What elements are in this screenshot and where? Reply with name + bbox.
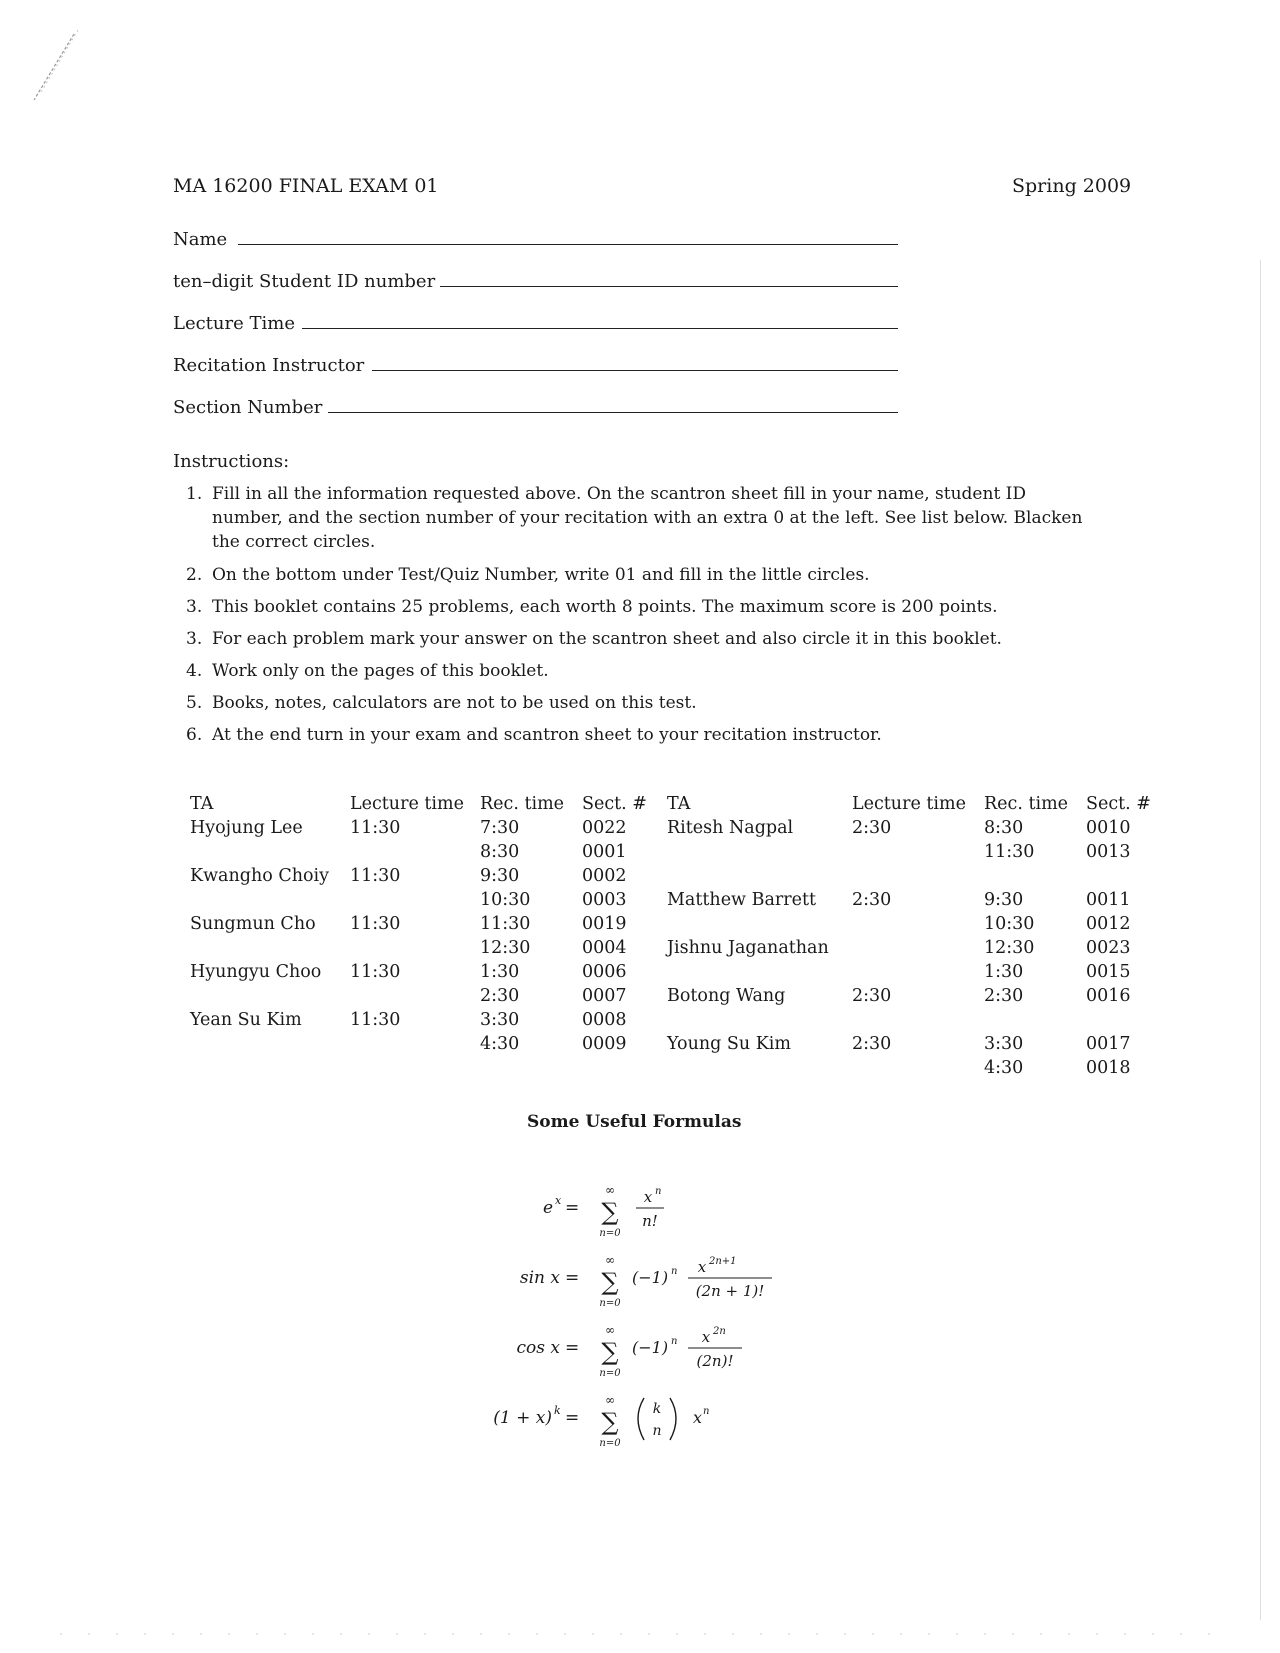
table-cell: 2:30 [480, 986, 520, 1006]
instructions-title: Instructions: [173, 451, 290, 472]
header-cell: Rec. time [984, 794, 1069, 814]
recitation-instructor-field[interactable] [372, 370, 898, 371]
table-cell [350, 1058, 480, 1082]
fraction-numerator-sup: 2n+1 [709, 1256, 737, 1267]
name-label: Name [173, 229, 228, 250]
fraction-denominator: (2n + 1)! [695, 1282, 765, 1300]
table-cell: 0009 [582, 1034, 627, 1054]
formula-sin [520, 1253, 772, 1309]
formula-sign: = [565, 1198, 580, 1218]
table-cell: 2:30 [984, 986, 1024, 1006]
table-cell: Jishnu Jaganathan [667, 938, 829, 958]
formula-binomial [493, 1393, 709, 1449]
table-cell: Kwangho Choiy [190, 866, 330, 886]
table-cell [190, 890, 350, 914]
table-cell [667, 962, 852, 986]
table-cell [1086, 1010, 1166, 1034]
sum-sign: ∑ [601, 1408, 619, 1436]
ta-table-header [190, 794, 1166, 818]
table-cell [852, 842, 984, 866]
table-cell: 2:30 [852, 890, 892, 910]
table-cell [667, 914, 852, 938]
table-cell [190, 1034, 350, 1058]
binomial-top: k [652, 1401, 662, 1417]
formula-sign: = [565, 1338, 580, 1358]
table-cell [582, 1058, 667, 1082]
table-cell [852, 1010, 984, 1034]
sum-sign: ∑ [601, 1198, 619, 1226]
table-cell [852, 962, 984, 986]
table-row [190, 962, 1166, 986]
table-cell [350, 938, 480, 962]
table-cell: Yean Su Kim [190, 1010, 302, 1030]
formula-lhs: cos x [516, 1338, 560, 1358]
binomial-left-paren [638, 1398, 644, 1440]
sum-bottom: n=0 [599, 1368, 621, 1379]
formula-exp [543, 1183, 664, 1239]
lecture-time-label: Lecture Time [173, 313, 295, 334]
section-number-label: Section Number [173, 397, 323, 418]
formula-sign: = [565, 1268, 580, 1288]
table-cell: 12:30 [984, 938, 1035, 958]
table-cell [350, 842, 480, 866]
table-cell: 0022 [582, 818, 627, 838]
fraction-numerator-sup: 2n [713, 1326, 726, 1337]
table-cell [852, 1058, 984, 1082]
table-cell: 3:30 [984, 1034, 1024, 1054]
table-cell: 2:30 [852, 986, 892, 1006]
table-cell [667, 842, 852, 866]
table-cell: 1:30 [984, 962, 1024, 982]
table-cell: 0015 [1086, 962, 1131, 982]
header-cell: Rec. time [480, 794, 565, 814]
scan-edge [1260, 260, 1261, 1620]
table-cell: 0023 [1086, 938, 1131, 958]
header-cell: TA [190, 794, 214, 814]
table-cell: 10:30 [480, 890, 531, 910]
scan-noise [60, 1628, 1220, 1640]
table-cell [852, 938, 984, 962]
sign-factor-sup: n [671, 1266, 678, 1277]
table-cell [984, 1010, 1086, 1034]
table-row [190, 1034, 1166, 1058]
sign-factor-sup: n [671, 1336, 678, 1347]
table-cell [852, 914, 984, 938]
table-row [190, 866, 1166, 890]
table-cell: 12:30 [480, 938, 531, 958]
sum-top: ∞ [605, 1393, 615, 1407]
table-cell: Hyungyu Choo [190, 962, 322, 982]
table-cell: 0019 [582, 914, 627, 934]
table-cell [190, 842, 350, 866]
table-cell [852, 866, 984, 890]
instruction-item: 3. For each problem mark your answer on the scantron sheet and also circle it in this booklet. [186, 629, 1002, 649]
table-row [190, 890, 1166, 914]
sum-top: ∞ [605, 1253, 615, 1267]
instruction-item: 6. At the end turn in your exam and scantron sheet to your recitation instructor. [186, 725, 882, 745]
instruction-item: 5. Books, notes, calculators are not to be used on this test. [186, 693, 697, 713]
table-cell: Botong Wang [667, 986, 786, 1006]
formula-cos [517, 1323, 742, 1379]
sum-sign: ∑ [601, 1268, 619, 1296]
table-cell: 0004 [582, 938, 627, 958]
sum-bottom: n=0 [599, 1298, 621, 1309]
tail-term-sup: n [703, 1406, 710, 1417]
instruction-item: 4. Work only on the pages of this booklet. [186, 661, 549, 681]
sum-top: ∞ [605, 1183, 615, 1197]
table-cell: Matthew Barrett [667, 890, 817, 910]
table-cell: 9:30 [480, 866, 520, 886]
table-row [190, 1010, 1166, 1034]
ta-table [190, 794, 1166, 1082]
ta-table-container [190, 794, 1166, 1082]
table-row [190, 1058, 1166, 1082]
table-cell: 1:30 [480, 962, 520, 982]
table-cell [190, 1058, 350, 1082]
ta-table-body [190, 818, 1166, 1082]
formula-lhs-sup: x [555, 1194, 562, 1207]
table-cell: 2:30 [852, 1034, 892, 1054]
fraction-numerator: x [643, 1188, 653, 1206]
formula-lhs-sup: k [554, 1404, 561, 1417]
table-row [190, 938, 1166, 962]
student-id-field[interactable] [440, 286, 898, 287]
sum-top: ∞ [605, 1323, 615, 1337]
header-cell: Sect. # [1086, 794, 1151, 814]
header-cell: Lecture time [350, 794, 464, 814]
sum-bottom: n=0 [599, 1438, 621, 1449]
fraction-denominator: n! [642, 1212, 658, 1230]
tail-term: x [693, 1408, 703, 1427]
table-cell [480, 1058, 582, 1082]
table-cell: 11:30 [350, 914, 401, 934]
sum-bottom: n=0 [599, 1228, 621, 1239]
lecture-time-field[interactable] [302, 328, 898, 329]
table-cell: 0016 [1086, 986, 1131, 1006]
instruction-item: 3. This booklet contains 25 problems, each worth 8 points. The maximum score is 200 points. [186, 597, 998, 617]
formula-lhs: e [542, 1198, 553, 1218]
student-id-label: ten–digit Student ID number [173, 271, 436, 292]
table-cell: 0003 [582, 890, 627, 910]
header-cell: Sect. # [582, 794, 647, 814]
table-cell [984, 866, 1086, 890]
table-cell: 9:30 [984, 890, 1024, 910]
table-cell: Young Su Kim [667, 1034, 791, 1054]
table-cell: 0010 [1086, 818, 1131, 838]
table-cell: 11:30 [350, 1010, 401, 1030]
table-cell: 0002 [582, 866, 627, 886]
table-row [190, 986, 1166, 1010]
table-cell [190, 938, 350, 962]
table-row [190, 842, 1166, 866]
table-row [190, 914, 1166, 938]
table-cell: Hyojung Lee [190, 818, 303, 838]
instruction-item: 1. Fill in all the information requested above. On the scantron sheet fill in your name, student ID number, and the section number of your recitation with an extra 0 at the left. See list below. Blacken the correct circles. [186, 484, 1083, 552]
formulas-title: Some Useful Formulas [527, 1112, 742, 1132]
table-cell: 8:30 [480, 842, 520, 862]
table-cell: 4:30 [480, 1034, 520, 1054]
fraction-numerator: x [697, 1258, 707, 1276]
table-cell: 11:30 [350, 962, 401, 982]
table-cell [667, 866, 852, 890]
table-cell: 8:30 [984, 818, 1024, 838]
table-cell [190, 986, 350, 1010]
table-cell: 0006 [582, 962, 627, 982]
scan-mark [28, 28, 88, 108]
recitation-instructor-label: Recitation Instructor [173, 355, 365, 376]
exam-term: Spring 2009 [1012, 175, 1132, 197]
instruction-item: 2. On the bottom under Test/Quiz Number, write 01 and fill in the little circles. [186, 565, 870, 585]
fraction-denominator: (2n)! [696, 1352, 734, 1370]
header-cell: Lecture time [852, 794, 966, 814]
fraction-numerator-sup: n [655, 1186, 662, 1197]
formulas-block [480, 1170, 820, 1460]
sign-factor: (−1) [632, 1338, 669, 1357]
table-cell: 0008 [582, 1010, 627, 1030]
table-cell: 0012 [1086, 914, 1131, 934]
table-row [190, 818, 1166, 842]
formula-lhs: (1 + x) [493, 1408, 552, 1428]
exam-title: MA 16200 FINAL EXAM 01 [173, 175, 439, 197]
table-cell: 7:30 [480, 818, 520, 838]
table-cell: 0007 [582, 986, 627, 1006]
table-cell: Ritesh Nagpal [667, 818, 794, 838]
binomial-bottom: n [652, 1423, 662, 1439]
formula-sign: = [565, 1408, 580, 1428]
table-cell: 0013 [1086, 842, 1131, 862]
table-cell [350, 986, 480, 1010]
table-cell: 11:30 [480, 914, 531, 934]
table-cell: 11:30 [350, 818, 401, 838]
name-field[interactable] [238, 244, 898, 245]
section-number-field[interactable] [328, 412, 898, 413]
table-cell: 0018 [1086, 1058, 1131, 1078]
table-cell [350, 1034, 480, 1058]
table-cell: 11:30 [984, 842, 1035, 862]
sign-factor: (−1) [632, 1268, 669, 1287]
table-cell: 0001 [582, 842, 627, 862]
header-cell: TA [667, 794, 691, 814]
table-cell: 4:30 [984, 1058, 1024, 1078]
table-cell [667, 1058, 852, 1082]
table-cell: 0011 [1086, 890, 1131, 910]
table-cell: 11:30 [350, 866, 401, 886]
sum-sign: ∑ [601, 1338, 619, 1366]
formula-lhs: sin x [519, 1268, 560, 1288]
binomial-right-paren [670, 1398, 676, 1440]
table-cell [350, 890, 480, 914]
table-cell: Sungmun Cho [190, 914, 316, 934]
table-cell: 3:30 [480, 1010, 520, 1030]
fraction-numerator: x [701, 1328, 711, 1346]
table-cell: 10:30 [984, 914, 1035, 934]
table-cell [1086, 866, 1166, 890]
table-cell [667, 1010, 852, 1034]
table-cell: 2:30 [852, 818, 892, 838]
table-cell: 0017 [1086, 1034, 1131, 1054]
